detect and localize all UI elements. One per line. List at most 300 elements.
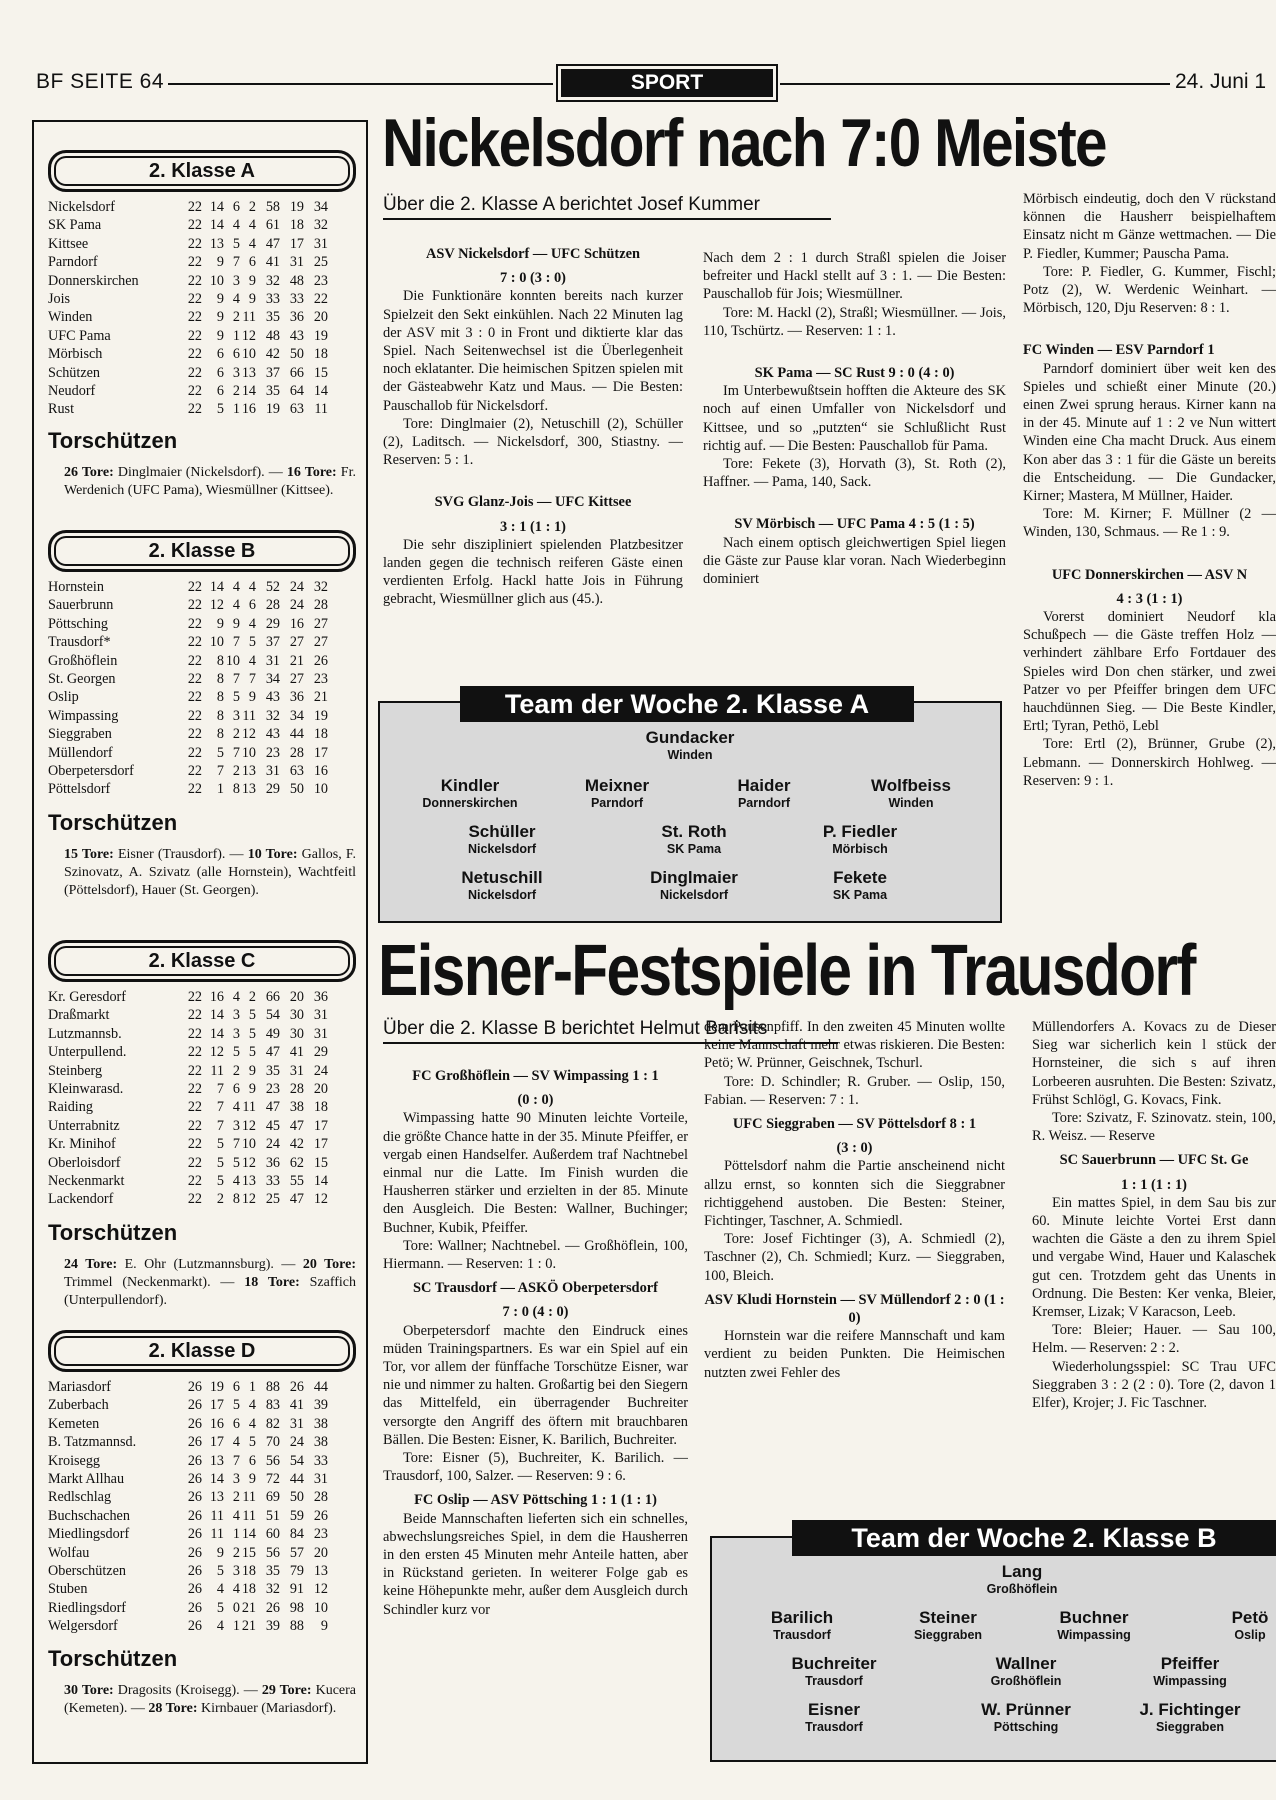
table-cell: 9	[248, 272, 256, 289]
section-label: SPORT	[556, 64, 778, 102]
team-name: Kroisegg	[48, 1452, 101, 1469]
table-cell: 7	[216, 1099, 224, 1116]
table-cell: 11	[242, 1099, 256, 1116]
team-name: Riedlingsdorf	[48, 1599, 127, 1616]
table-row	[48, 1415, 358, 1433]
table-cell: 5	[216, 1173, 224, 1190]
table-cell: 22	[187, 1191, 202, 1208]
table-row	[48, 1154, 358, 1172]
table-cell: 22	[187, 763, 202, 780]
table-cell: 29	[265, 781, 280, 798]
table-cell: 3	[232, 707, 240, 724]
scorer-names: Dinglmaier (Nickelsdorf). —	[113, 465, 287, 480]
table-cell: 31	[265, 652, 280, 669]
team-name: Kr. Minihof	[48, 1136, 116, 1153]
table-cell: 45	[265, 1117, 280, 1134]
goal-count: 30 Tore:	[64, 1683, 114, 1698]
player-name: Steiner	[919, 1608, 977, 1627]
table-row	[48, 1525, 358, 1543]
table-cell: 9	[216, 1544, 224, 1561]
paragraph: Die sehr diszipliniert spielenden Platzbesitzer landen gegen die technisch reiferen Gäste einen verdienten Erfolg. Hackl hatte Jois in Führung gebracht, Wiesmüllner glich aus (45.).	[383, 536, 683, 608]
table-cell: 22	[187, 1154, 202, 1171]
table-cell: 5	[216, 1136, 224, 1153]
paragraph: Beide Mannschaften lieferten sich ein schnelles, abwechslungsreiches Spiel, in dem die Hausherren in den ersten 45 Minuten mehr Anteile hatten, aber in Rückstand gerieten. In weiterer Folge gab es keine Höhepunkte mehr, außer dem Ausgleich durch Schindler kurz vor	[383, 1510, 688, 1618]
table-row	[48, 596, 358, 614]
table-cell: 22	[187, 235, 202, 252]
player-club: Trausdorf	[805, 1720, 863, 1734]
team-player	[744, 1654, 924, 1688]
table-cell: 2	[216, 1191, 224, 1208]
table-cell: 11	[242, 1507, 256, 1524]
player-club: Oslip	[1234, 1628, 1266, 1642]
table-cell: 6	[248, 1452, 256, 1469]
player-club: Winden	[667, 748, 713, 762]
table-cell: 88	[265, 1379, 280, 1395]
byline-klasse-a: Über die 2. Klasse A berichtet Josef Kummer	[383, 194, 761, 215]
table-cell: 12	[241, 1191, 256, 1208]
player-name: Lang	[1001, 1562, 1043, 1581]
table-row	[48, 1580, 358, 1598]
table-cell: 14	[209, 217, 224, 234]
team-name: UFC Pama	[48, 327, 111, 344]
paragraph: Nach dem 2 : 1 durch Straßl spielen die Joiser befreiter und Hackl stellt auf 3 : 1. — Die Besten: Pauschallob für Jois; Wiesmüllner.	[703, 250, 1006, 303]
table-cell: 22	[187, 291, 202, 308]
match-heading: 1 : 1 (1 : 1)	[1121, 1176, 1187, 1193]
paragraph: Tore: P. Fiedler, G. Kummer, Fischl; Potz (2), W. Werdenic Weinhart. — Mörbisch, 120, Dju Reserven: 8 : 1.	[1023, 263, 1276, 317]
team-name: Welgersdorf	[48, 1618, 118, 1635]
table-cell: 6	[232, 1081, 240, 1098]
table-cell: 26	[313, 652, 328, 669]
table-cell: 12	[241, 327, 256, 344]
match-heading: (0 : 0)	[517, 1092, 554, 1109]
table-cell: 4	[232, 217, 240, 234]
table-cell: 52	[265, 579, 280, 595]
team-name: Buchschachen	[48, 1507, 130, 1524]
table-cell: 9	[216, 254, 224, 271]
table-cell: 3	[232, 1563, 240, 1580]
table-cell: 9	[216, 309, 224, 326]
table-cell: 34	[265, 671, 280, 688]
table-cell: 63	[289, 763, 304, 780]
table-cell: 22	[187, 597, 202, 614]
team-name: Unterrabnitz	[48, 1117, 120, 1134]
table-cell: 8	[216, 671, 224, 688]
table-cell: 33	[313, 1452, 328, 1469]
table-cell: 22	[187, 989, 202, 1005]
team-name: Markt Allhau	[48, 1471, 125, 1488]
table-row	[48, 1617, 358, 1635]
table-cell: 5	[248, 634, 256, 651]
player-name: Wallner	[995, 1654, 1057, 1673]
table-cell: 83	[265, 1397, 280, 1414]
player-club: Parndorf	[590, 796, 644, 810]
table-cell: 5	[216, 1599, 224, 1616]
table-cell: 50	[289, 1489, 304, 1506]
table-cell: 2	[248, 989, 256, 1005]
table-cell: 18	[313, 726, 328, 743]
table-cell: 36	[289, 689, 304, 706]
team-name: St. Georgen	[48, 671, 116, 688]
table-cell: 60	[265, 1526, 280, 1543]
player-name: Eisner	[808, 1700, 860, 1719]
team-name: Zuberbach	[48, 1397, 109, 1414]
goal-count: 26 Tore:	[64, 465, 114, 480]
article2-column-3	[1032, 1018, 1276, 1498]
table-cell: 10	[241, 346, 256, 363]
team-name: B. Tatzmannsd.	[48, 1434, 137, 1451]
table-cell: 2	[232, 1544, 240, 1561]
table-cell: 38	[289, 1099, 304, 1116]
match-heading: ASV Nickelsdorf — UFC Schützen	[426, 246, 640, 262]
table-cell: 22	[187, 217, 202, 234]
table-row	[48, 364, 358, 382]
table-cell: 64	[289, 383, 304, 400]
table-cell: 6	[248, 254, 256, 271]
league-c-title: 2. Klasse C	[48, 940, 356, 982]
table-cell: 36	[265, 1154, 280, 1171]
table-cell: 22	[187, 634, 202, 651]
table-cell: 11	[210, 1062, 224, 1079]
player-name: Haider	[737, 776, 791, 795]
table-cell: 33	[265, 1173, 280, 1190]
table-cell: 25	[313, 254, 328, 271]
table-cell: 5	[248, 1025, 256, 1042]
table-cell: 26	[187, 1489, 202, 1506]
table-cell: 0	[232, 1599, 240, 1616]
table-cell: 5	[232, 689, 240, 706]
table-cell: 26	[187, 1618, 202, 1635]
team-name: Donnerskirchen	[48, 272, 139, 289]
player-name: Fekete	[833, 868, 887, 887]
table-cell: 13	[241, 1173, 256, 1190]
goal-count: 29 Tore:	[261, 1683, 312, 1698]
match-heading: UFC Donnerskirchen — ASV N	[1051, 566, 1248, 583]
table-cell: 4	[248, 1397, 256, 1414]
table-cell: 14	[313, 1173, 328, 1190]
table-cell: 8	[232, 781, 240, 798]
table-cell: 26	[187, 1397, 202, 1414]
table-cell: 10	[241, 1136, 256, 1153]
paragraph: Tore: M. Hackl (2), Straßl; Wiesmüllner. — Jois, 110, Tschürtz. — Reserven: 1 : 1.	[703, 304, 1006, 339]
team-name: Oberschützen	[48, 1563, 126, 1580]
table-row	[48, 345, 358, 363]
player-name: Schüller	[468, 822, 536, 841]
table-cell: 8	[216, 707, 224, 724]
table-cell: 62	[289, 1154, 304, 1171]
table-row	[48, 253, 358, 271]
table-cell: 6	[232, 1379, 240, 1395]
table-cell: 15	[313, 1154, 328, 1171]
table-cell: 6	[232, 346, 240, 363]
match-heading: ASV Kludi Hornstein — SV Müllendorf 2 : 0 (1 : 0)	[704, 1291, 1005, 1327]
table-cell: 47	[265, 235, 280, 252]
table-cell: 14	[209, 579, 224, 595]
scorer-names: Dragosits (Kroisegg). —	[113, 1683, 262, 1698]
team-name: Neudorf	[48, 383, 96, 400]
table-cell: 6	[216, 383, 224, 400]
table-cell: 17	[209, 1397, 224, 1414]
table-cell: 42	[289, 1136, 304, 1153]
table-cell: 26	[187, 1526, 202, 1543]
league-c-scorers	[64, 1256, 356, 1310]
team-name: Miedlingsdorf	[48, 1526, 130, 1543]
league-d-scorers-title: Torschützen	[48, 1646, 178, 1671]
team-of-week-a-title: Team der Woche 2. Klasse A	[460, 686, 914, 722]
table-cell: 50	[289, 346, 304, 363]
team-name: Kittsee	[48, 235, 89, 252]
table-cell: 19	[313, 707, 328, 724]
table-cell: 38	[313, 1434, 328, 1451]
table-cell: 5	[248, 1044, 256, 1061]
league-b-scorers-title: Torschützen	[48, 810, 178, 835]
table-cell: 19	[313, 327, 328, 344]
player-club: Großhöflein	[986, 1582, 1058, 1596]
table-cell: 4	[232, 597, 240, 614]
paragraph: Tore: Fekete (3), Horvath (3), St. Roth (2), Haffner. — Pama, 140, Sack.	[703, 456, 1006, 491]
header-rule-right	[780, 83, 1170, 85]
table-cell: 3	[232, 1117, 240, 1134]
table-cell: 6	[216, 346, 224, 363]
table-cell: 19	[265, 401, 280, 418]
table-cell: 16	[209, 989, 224, 1005]
table-cell: 32	[265, 272, 280, 289]
table-cell: 13	[241, 364, 256, 381]
table-cell: 28	[313, 597, 328, 614]
table-cell: 22	[187, 652, 202, 669]
table-row	[48, 633, 358, 651]
table-cell: 27	[313, 634, 328, 651]
table-row	[48, 780, 358, 798]
table-cell: 32	[265, 707, 280, 724]
paragraph: Tore: Eisner (5), Buchreiter, K. Barilich. — Trausdorf, 100, Salzer. — Reserven: 9 : 6.	[383, 1450, 688, 1485]
table-cell: 38	[313, 1415, 328, 1432]
player-club: Nickelsdorf	[467, 842, 537, 856]
spacer	[703, 491, 1006, 509]
table-cell: 5	[216, 744, 224, 761]
table-cell: 8	[216, 726, 224, 743]
table-cell: 13	[209, 1489, 224, 1506]
table-cell: 1	[232, 327, 240, 344]
scorer-names: Kirnbauer (Mariasdorf).	[197, 1701, 337, 1716]
issue-date: 24. Juni 1	[1175, 70, 1267, 93]
team-player	[412, 868, 592, 902]
table-row	[48, 1043, 358, 1061]
table-row	[48, 1544, 358, 1562]
table-cell: 5	[232, 1397, 240, 1414]
match-heading: 7 : 0 (3 : 0)	[500, 270, 566, 287]
team-name: Pöttsching	[48, 615, 108, 632]
table-row	[48, 382, 358, 400]
table-row	[48, 198, 358, 216]
team-player	[600, 728, 780, 762]
paragraph: Müllendorfers A. Kovacs zu de Dieser Sieg war sicherlich kein l stück der Hornsteiner, die sich s auf ihren Lorbeeren ausruhten. Die Besten: Szivatz, Frühst Schlögl, G. Kovacs, Fink.	[1032, 1019, 1276, 1108]
table-row	[48, 1062, 358, 1080]
table-cell: 22	[187, 1044, 202, 1061]
player-club: Trausdorf	[773, 1628, 831, 1642]
table-row	[48, 1378, 358, 1396]
table-cell: 27	[289, 634, 304, 651]
spacer	[1023, 317, 1276, 335]
table-cell: 11	[242, 1489, 256, 1506]
table-cell: 41	[265, 254, 280, 271]
table-cell: 12	[209, 597, 224, 614]
paragraph: Tore: Josef Fichtinger (3), A. Schmiedl (2), Taschner (2), Ch. Schmiedl; Kurz. — Sieggraben, 100, Bleich.	[704, 1231, 1005, 1284]
table-row	[48, 652, 358, 670]
table-cell: 24	[289, 597, 304, 614]
table-cell: 28	[265, 597, 280, 614]
table-cell: 24	[265, 1136, 280, 1153]
table-cell: 7	[216, 1081, 224, 1098]
table-cell: 22	[187, 272, 202, 289]
table-cell: 2	[232, 1489, 240, 1506]
table-cell: 17	[313, 1136, 328, 1153]
table-cell: 16	[241, 401, 256, 418]
table-cell: 18	[289, 217, 304, 234]
table-cell: 37	[265, 634, 280, 651]
player-name: J. Fichtinger	[1139, 1700, 1241, 1719]
table-cell: 20	[289, 989, 304, 1005]
table-cell: 56	[265, 1544, 280, 1561]
table-cell: 41	[289, 1044, 304, 1061]
paragraph: Tore: Bleier; Hauer. — Sau 100, Helm. — Reserven: 2 : 2.	[1032, 1322, 1276, 1357]
table-cell: 26	[265, 1599, 280, 1616]
player-name: Kindler	[440, 776, 500, 795]
table-cell: 29	[313, 1044, 328, 1061]
table-cell: 22	[187, 309, 202, 326]
player-club: Sieggraben	[1155, 1720, 1225, 1734]
table-row	[48, 1488, 358, 1506]
table-cell: 15	[241, 1544, 256, 1561]
table-cell: 35	[265, 383, 280, 400]
player-club: Parndorf	[737, 796, 791, 810]
table-cell: 29	[265, 615, 280, 632]
league-d-table	[48, 1378, 358, 1636]
table-row	[48, 744, 358, 762]
scorer-names: Fr. Werdenich (UFC Pama), Wiesmüllner (Kittsee).	[64, 465, 356, 498]
player-name: Buchner	[1059, 1608, 1129, 1627]
match-heading: FC Oslip — ASV Pöttsching 1 : 1 (1 : 1)	[414, 1492, 657, 1509]
table-cell: 44	[313, 1379, 328, 1395]
byline-rule-a	[383, 218, 831, 220]
table-cell: 31	[313, 1007, 328, 1024]
team-name: Kemeten	[48, 1415, 100, 1432]
paragraph: Tore: M. Kirner; F. Müllner (2 — Winden, 130, Schmaus. — Re 1 : 9.	[1023, 506, 1276, 541]
player-club: Sieggraben	[913, 1628, 983, 1642]
table-cell: 48	[265, 327, 280, 344]
table-cell: 9	[248, 291, 256, 308]
table-cell: 9	[248, 1471, 256, 1488]
spacer	[383, 469, 683, 487]
table-cell: 43	[265, 689, 280, 706]
table-cell: 23	[313, 671, 328, 688]
team-player	[932, 1562, 1112, 1596]
scorer-names: E. Ohr (Lutzmannsburg). —	[117, 1257, 303, 1272]
table-cell: 56	[265, 1452, 280, 1469]
team-name: Müllendorf	[48, 744, 113, 761]
table-cell: 16	[209, 1415, 224, 1432]
table-row	[48, 1190, 358, 1208]
league-d-title: 2. Klasse D	[48, 1330, 356, 1372]
team-name: Lackendorf	[48, 1191, 114, 1208]
table-cell: 14	[241, 1526, 256, 1543]
table-cell: 20	[313, 1081, 328, 1098]
match-heading: FC Winden — ESV Parndorf 1	[1023, 342, 1215, 359]
player-club: SK Pama	[666, 842, 722, 856]
table-cell: 9	[216, 615, 224, 632]
table-cell: 24	[289, 1434, 304, 1451]
table-cell: 30	[289, 1007, 304, 1024]
table-cell: 39	[313, 1397, 328, 1414]
table-cell: 33	[265, 291, 280, 308]
table-cell: 22	[187, 615, 202, 632]
table-cell: 20	[313, 309, 328, 326]
paragraph: dem Pausenpfiff. In den zweiten 45 Minuten wollte keine Mannschaft mehr etwas riskieren. Die Besten: Petö; W. Prünner, Geischnek, Tschurl.	[704, 1019, 1005, 1072]
table-cell: 5	[232, 235, 240, 252]
table-cell: 21	[241, 1618, 256, 1635]
table-row	[48, 1080, 358, 1098]
table-cell: 17	[313, 1117, 328, 1134]
table-row	[48, 327, 358, 345]
team-player	[821, 776, 1001, 810]
goal-count: 15 Tore:	[64, 847, 114, 862]
team-name: Draßmarkt	[48, 1007, 110, 1024]
table-cell: 44	[289, 726, 304, 743]
table-cell: 4	[248, 217, 256, 234]
table-cell: 5	[216, 1563, 224, 1580]
scorer-names: Szaffich (Unterpullendorf).	[64, 1275, 357, 1308]
table-cell: 43	[289, 327, 304, 344]
table-cell: 30	[289, 1025, 304, 1042]
team-name: SK Pama	[48, 217, 102, 234]
article2-column-2	[704, 1018, 1005, 1498]
table-cell: 4	[232, 1173, 240, 1190]
table-cell: 63	[289, 401, 304, 418]
league-a-scorers	[64, 464, 356, 500]
paragraph: Nach einem optisch gleichwertigen Spiel liegen die Gäste zur Pause klar voran. Nach Wiederbeginn dominiert	[703, 534, 1006, 588]
table-cell: 22	[187, 346, 202, 363]
table-cell: 61	[265, 217, 280, 234]
table-cell: 43	[265, 726, 280, 743]
league-a-scorers-title: Torschützen	[48, 428, 178, 453]
table-cell: 1	[216, 781, 224, 798]
table-cell: 55	[289, 1173, 304, 1190]
table-row	[48, 1006, 358, 1024]
table-cell: 22	[187, 744, 202, 761]
table-cell: 17	[209, 1434, 224, 1451]
table-cell: 36	[289, 309, 304, 326]
table-cell: 4	[248, 615, 256, 632]
table-cell: 9	[248, 689, 256, 706]
team-name: Oberpetersdorf	[48, 763, 134, 780]
table-cell: 24	[289, 579, 304, 595]
table-cell: 15	[313, 364, 328, 381]
team-player	[604, 822, 784, 856]
team-name: Rust	[48, 401, 75, 418]
table-cell: 4	[232, 989, 240, 1005]
table-cell: 4	[216, 1581, 224, 1598]
byline-klasse-b: Über die 2. Klasse B berichtet Helmut Barisits	[383, 1018, 768, 1039]
table-cell: 4	[232, 579, 240, 595]
table-cell: 32	[313, 217, 328, 234]
player-name: P. Fiedler	[822, 822, 898, 841]
player-name: Petö	[1231, 1608, 1269, 1627]
table-cell: 6	[232, 199, 240, 215]
team-name: Raiding	[48, 1099, 93, 1116]
table-cell: 26	[187, 1563, 202, 1580]
table-cell: 31	[313, 1025, 328, 1042]
table-cell: 35	[265, 1563, 280, 1580]
player-club: Großhöflein	[990, 1674, 1062, 1688]
